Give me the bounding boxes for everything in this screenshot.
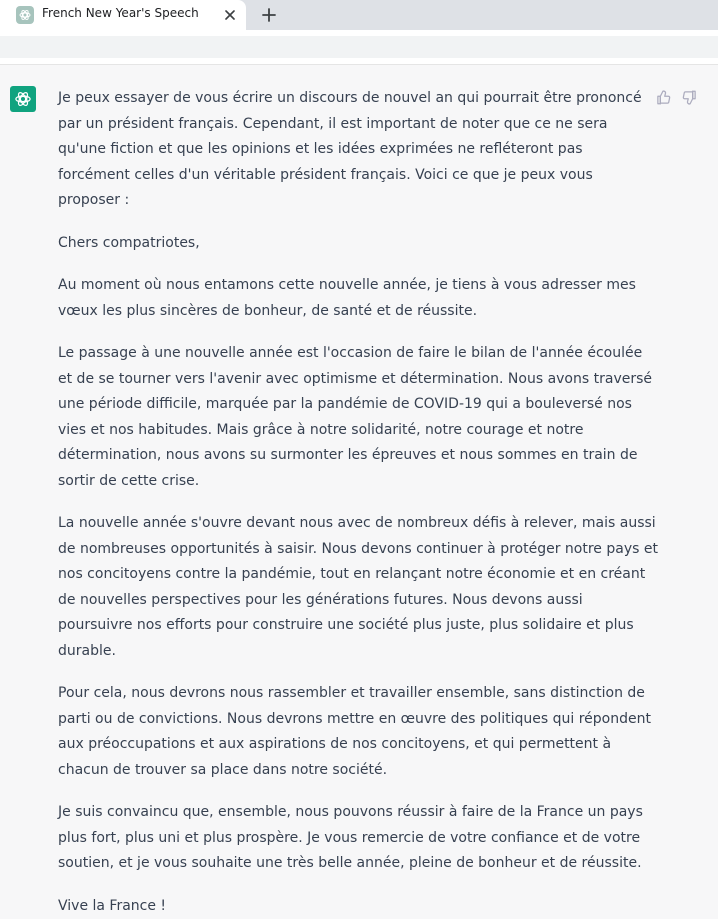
- message-paragraph: Je peux essayer de vous écrire un discours de nouvel an qui pourrait être prononcé par un président français. Cependant, il est important de noter que ce ne sera qu'une fiction et que les opinions et les idées exprimées ne refléteront pas forcément celles d'un véritable président français. Voici ce que je peux vous proposer :: [58, 86, 658, 214]
- message-paragraph: La nouvelle année s'ouvre devant nous avec de nombreux défis à relever, mais aussi de nombreuses opportunités à saisir. Nous devons continuer à protéger notre pays et nos concitoyens contre la pandémie, tout en relançant notre économie et en créant de nouvelles perspectives pour les générations futures. Nous devons aussi poursuivre nos efforts pour construire une société plus juste, plus solidaire et plus durable.: [58, 511, 658, 664]
- close-icon[interactable]: [220, 5, 240, 25]
- message-paragraph: Au moment où nous entamons cette nouvelle année, je tiens à vous adresser mes vœux les plus sincères de bonheur, de santé et de réussite.: [58, 273, 658, 324]
- conversation: [0, 65, 718, 855]
- tab-strip: [0, 0, 718, 30]
- browser-tab[interactable]: [0, 0, 246, 30]
- message-paragraph: Chers compatriotes,: [58, 231, 658, 257]
- thumbs-down-icon[interactable]: [679, 87, 699, 107]
- tab-title: French New Year's Speech: [42, 6, 199, 20]
- message-paragraph: Vive la France !: [58, 894, 658, 919]
- assistant-message: [58, 86, 658, 919]
- message-paragraph: Pour cela, nous devrons nous rassembler et travailler ensemble, sans distinction de parti ou de convictions. Nous devrons mettre en œuvre des politiques qui répondent aux préoccupations et aux aspirations de nos concitoyens, et qui permettent à chacun de trouver sa place dans notre société.: [58, 681, 658, 783]
- openai-logo-icon: [16, 6, 34, 24]
- message-paragraph: Le passage à une nouvelle année est l'occasion de faire le bilan de l'année écoulée et de se tourner vers l'avenir avec optimisme et détermination. Nous avons traversé une période difficile, marquée par la pandémie de COVID-19 qui a bouleversé nos vies et nos habitudes. Mais grâce à notre solidarité, notre courage et notre détermination, nous avons su surmonter les épreuves et nous sommes en train de sortir de cette crise.: [58, 341, 658, 494]
- message-paragraph: Je suis convaincu que, ensemble, nous pouvons réussir à faire de la France un pays plus fort, plus uni et plus prospère. Je vous remercie de votre confiance et de votre soutien, et je vous souhaite une très belle année, pleine de bonheur et de réussite.: [58, 800, 658, 877]
- thumbs-up-icon[interactable]: [653, 87, 673, 107]
- openai-logo-icon: [10, 86, 36, 112]
- address-bar[interactable]: [0, 36, 718, 58]
- plus-icon[interactable]: [257, 3, 281, 27]
- browser-toolbar: [0, 30, 718, 65]
